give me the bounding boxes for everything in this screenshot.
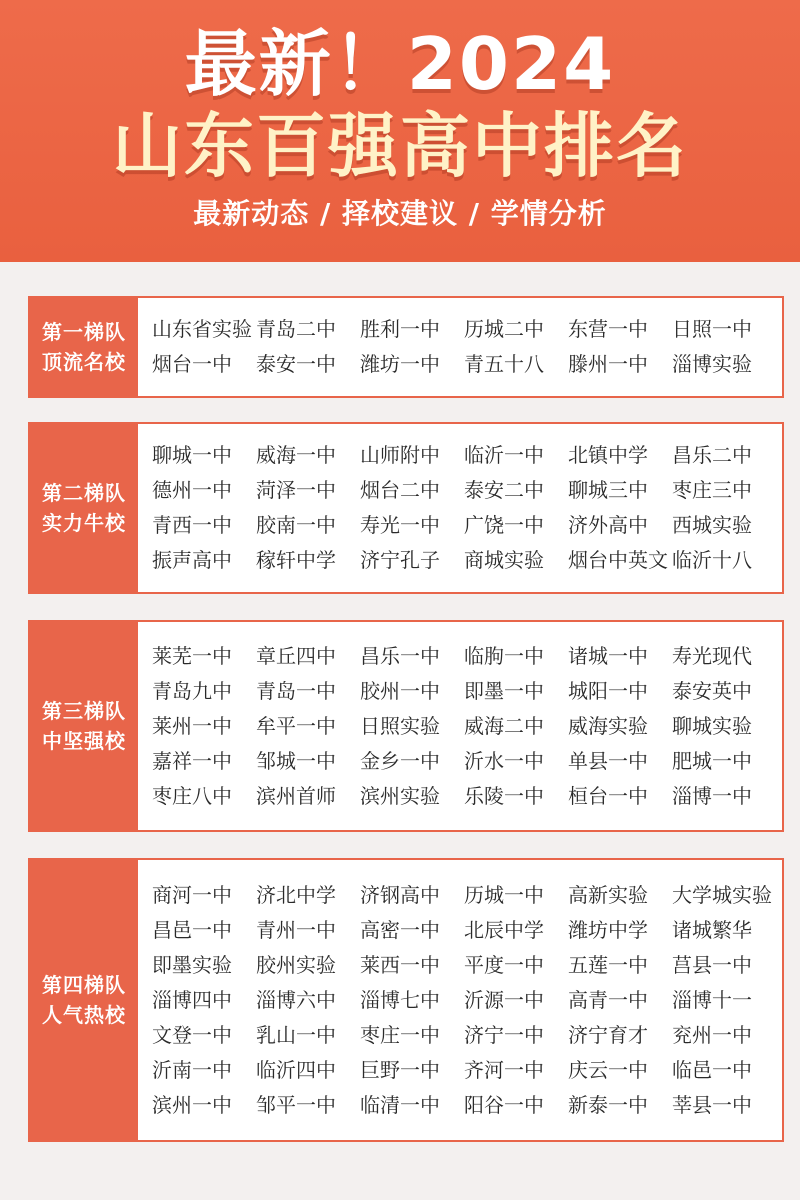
school-name: 临清一中	[360, 1092, 440, 1117]
school-name: 莱芜一中	[152, 643, 232, 668]
school-name: 济北中学	[256, 882, 336, 907]
school-name: 乐陵一中	[464, 783, 544, 808]
school-name: 青五十八	[464, 352, 544, 376]
school-name: 德州一中	[152, 478, 232, 502]
school-name: 齐河一中	[464, 1057, 544, 1082]
school-name: 淄博六中	[256, 987, 336, 1012]
school-name: 淄博一中	[672, 783, 752, 808]
school-name: 聊城一中	[152, 443, 232, 467]
school-name: 昌乐二中	[672, 443, 752, 467]
tier-category: 实力牛校	[42, 511, 126, 535]
school-name: 寿光一中	[360, 513, 440, 537]
school-name: 威海二中	[464, 713, 544, 738]
school-name: 潍坊一中	[360, 352, 440, 376]
tier-name: 第二梯队	[42, 481, 126, 505]
school-name: 昌邑一中	[152, 917, 232, 942]
school-name: 商城实验	[464, 548, 544, 572]
school-name: 山师附中	[360, 443, 440, 467]
tier-label	[30, 860, 138, 1140]
school-name: 诸城一中	[568, 643, 648, 668]
school-name: 莘县一中	[672, 1092, 752, 1117]
school-name: 稼轩中学	[256, 548, 336, 572]
school-name: 商河一中	[152, 882, 232, 907]
tier-name: 第一梯队	[42, 320, 126, 344]
school-name: 振声高中	[152, 548, 232, 572]
tier-label	[30, 424, 138, 592]
school-name: 章丘四中	[256, 643, 336, 668]
school-name: 淄博实验	[672, 352, 752, 376]
school-name: 枣庄八中	[152, 783, 232, 808]
tier-name: 第四梯队	[42, 973, 126, 997]
school-name: 滕州一中	[568, 352, 648, 376]
tier-section-3	[28, 620, 784, 832]
school-name: 济宁一中	[464, 1022, 544, 1047]
school-name: 阳谷一中	[464, 1092, 544, 1117]
school-name: 单县一中	[568, 748, 648, 773]
school-name: 广饶一中	[464, 513, 544, 537]
school-name: 邹平一中	[256, 1092, 336, 1117]
school-name: 新泰一中	[568, 1092, 648, 1117]
school-name: 历城一中	[464, 882, 544, 907]
school-name: 胶南一中	[256, 513, 336, 537]
school-name: 西城实验	[672, 513, 752, 537]
school-name: 济宁孔子	[360, 548, 440, 572]
school-name: 高新实验	[568, 882, 648, 907]
school-name: 大学城实验	[672, 882, 772, 907]
school-name: 济钢高中	[360, 882, 440, 907]
school-name: 邹城一中	[256, 748, 336, 773]
school-name: 山东省实验	[152, 317, 252, 341]
school-name: 泰安二中	[464, 478, 544, 502]
tier-category: 顶流名校	[42, 350, 126, 374]
school-name: 临沂一中	[464, 443, 544, 467]
school-name: 即墨实验	[152, 952, 232, 977]
school-name: 沂源一中	[464, 987, 544, 1012]
school-name: 青岛二中	[256, 317, 336, 341]
school-name: 滨州一中	[152, 1092, 232, 1117]
school-name: 莱西一中	[360, 952, 440, 977]
school-name: 聊城三中	[568, 478, 648, 502]
school-name: 胶州一中	[360, 678, 440, 703]
school-name: 胶州实验	[256, 952, 336, 977]
school-name: 莒县一中	[672, 952, 752, 977]
school-name: 日照一中	[672, 317, 752, 341]
school-name: 嘉祥一中	[152, 748, 232, 773]
page-title: 最新！2024	[184, 22, 616, 106]
tier-category: 中坚强校	[42, 729, 126, 753]
school-name: 牟平一中	[256, 713, 336, 738]
school-name: 文登一中	[152, 1022, 232, 1047]
school-name: 沂南一中	[152, 1057, 232, 1082]
school-name: 青岛一中	[256, 678, 336, 703]
school-name: 淄博十一	[672, 987, 752, 1012]
tier-label	[30, 298, 138, 396]
school-name: 潍坊中学	[568, 917, 648, 942]
school-name: 临沂十八	[672, 548, 752, 572]
school-grid	[152, 424, 776, 592]
school-name: 金乡一中	[360, 748, 440, 773]
tier-label	[30, 622, 138, 830]
school-name: 北辰中学	[464, 917, 544, 942]
school-name: 威海一中	[256, 443, 336, 467]
school-name: 昌乐一中	[360, 643, 440, 668]
school-name: 莱州一中	[152, 713, 232, 738]
school-name: 泰安英中	[672, 678, 752, 703]
school-name: 烟台二中	[360, 478, 440, 502]
school-name: 北镇中学	[568, 443, 648, 467]
school-name: 诸城繁华	[672, 917, 752, 942]
school-name: 枣庄一中	[360, 1022, 440, 1047]
school-name: 济宁育才	[568, 1022, 648, 1047]
school-name: 日照实验	[360, 713, 440, 738]
school-name: 滨州首师	[256, 783, 336, 808]
school-name: 青州一中	[256, 917, 336, 942]
school-name: 乳山一中	[256, 1022, 336, 1047]
school-name: 淄博四中	[152, 987, 232, 1012]
tier-section-2	[28, 422, 784, 594]
school-name: 寿光现代	[672, 643, 752, 668]
school-name: 枣庄三中	[672, 478, 752, 502]
tier-name: 第三梯队	[42, 699, 126, 723]
school-name: 菏泽一中	[256, 478, 336, 502]
school-name: 即墨一中	[464, 678, 544, 703]
school-name: 高密一中	[360, 917, 440, 942]
school-name: 平度一中	[464, 952, 544, 977]
school-name: 肥城一中	[672, 748, 752, 773]
school-name: 临邑一中	[672, 1057, 752, 1082]
school-name: 烟台中英文	[568, 548, 668, 572]
page-subtitle-title: 山东百强高中排名	[112, 105, 688, 187]
school-grid	[152, 622, 776, 830]
school-grid	[152, 860, 776, 1140]
school-name: 青岛九中	[152, 678, 232, 703]
school-name: 威海实验	[568, 713, 648, 738]
school-name: 聊城实验	[672, 713, 752, 738]
school-name: 临沂四中	[256, 1057, 336, 1082]
school-name: 东营一中	[568, 317, 648, 341]
school-name: 滨州实验	[360, 783, 440, 808]
school-name: 青西一中	[152, 513, 232, 537]
school-name: 泰安一中	[256, 352, 336, 376]
school-name: 庆云一中	[568, 1057, 648, 1082]
school-name: 淄博七中	[360, 987, 440, 1012]
school-name: 济外高中	[568, 513, 648, 537]
school-name: 巨野一中	[360, 1057, 440, 1082]
school-name: 胜利一中	[360, 317, 440, 341]
school-name: 烟台一中	[152, 352, 232, 376]
school-name: 历城二中	[464, 317, 544, 341]
school-name: 兖州一中	[672, 1022, 752, 1047]
header-banner	[0, 0, 800, 262]
school-name: 高青一中	[568, 987, 648, 1012]
school-name: 沂水一中	[464, 748, 544, 773]
tier-category: 人气热校	[42, 1003, 126, 1027]
school-name: 临朐一中	[464, 643, 544, 668]
tier-section-1	[28, 296, 784, 398]
school-name: 五莲一中	[568, 952, 648, 977]
tagline: 最新动态 / 择校建议 / 学情分析	[193, 197, 607, 230]
school-grid	[152, 298, 776, 396]
school-name: 城阳一中	[568, 678, 648, 703]
school-name: 桓台一中	[568, 783, 648, 808]
tier-section-4	[28, 858, 784, 1142]
